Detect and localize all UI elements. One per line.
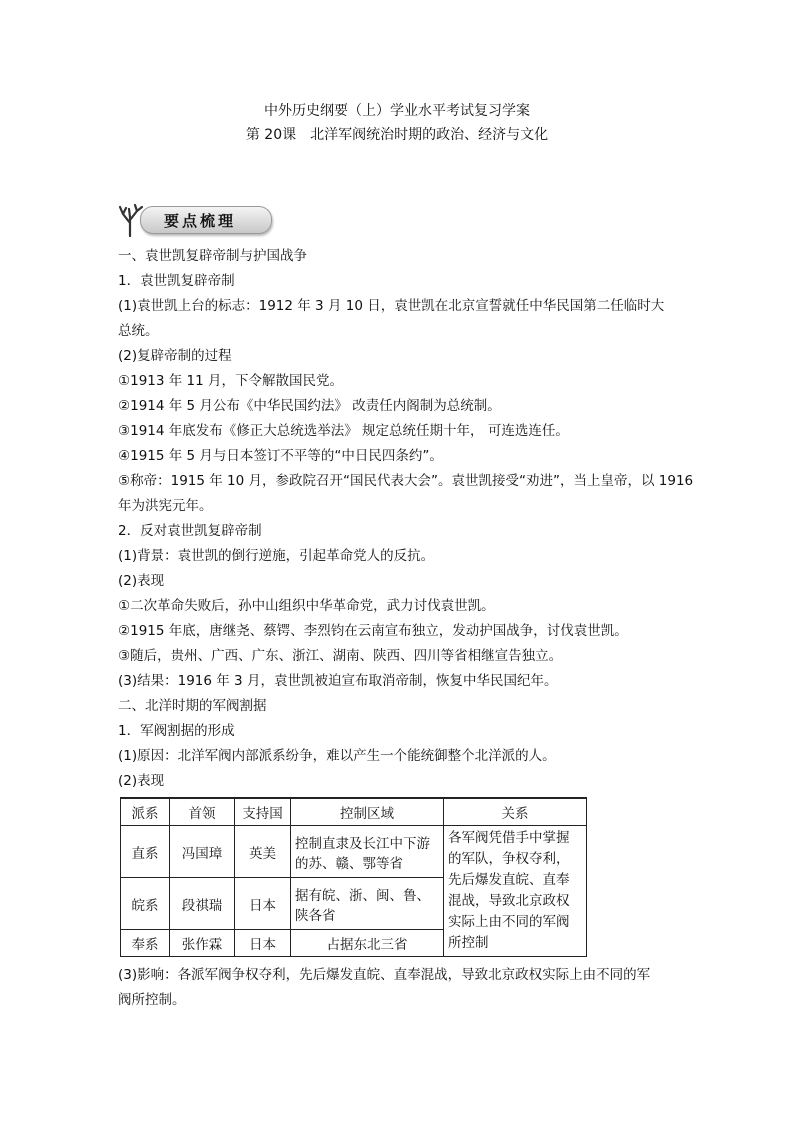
table-cell: 英美 [235, 826, 291, 878]
document-title: 中外历史纲要（上）学业水平考试复习学案 [264, 103, 530, 119]
table-cell: 段祺瑞 [170, 878, 235, 930]
table-header: 控制区域 [291, 798, 444, 826]
table-row [121, 826, 587, 878]
table-cell: 直系 [121, 826, 170, 878]
table-header: 首领 [170, 798, 235, 826]
subsection-heading: 2．反对袁世凯复辟帝制 [118, 523, 262, 539]
table-cell: 张作霖 [170, 930, 235, 957]
paragraph-line: (2)复辟帝制的过程 [118, 348, 232, 364]
table-cell: 据有皖、浙、闽、鲁、陕各省 [291, 878, 444, 930]
table-header: 派系 [121, 798, 170, 826]
table-cell: 冯国璋 [170, 826, 235, 878]
warlord-table [120, 797, 587, 957]
banner-label: 要点梳理 [164, 212, 237, 230]
table-header: 关系 [444, 798, 587, 826]
list-item: ④1915 年 5 月与日本签订不平等的“中日民四条约”。 [118, 448, 443, 464]
paragraph-line: (1)背景：袁世凯的倒行逆施，引起革命党人的反抗。 [118, 548, 435, 564]
subsection-heading: 1．袁世凯复辟帝制 [118, 273, 235, 289]
section-banner [116, 203, 274, 237]
paragraph-line: 总统。 [118, 323, 159, 339]
paragraph-line: (3)结果：1916 年 3 月，袁世凯被迫宣布取消帝制，恢复中华民国纪年。 [118, 673, 558, 689]
paragraph-line: (2)表现 [118, 773, 165, 789]
list-item: ①二次革命失败后，孙中山组织中华革命党，武力讨伐袁世凯。 [118, 598, 495, 614]
paragraph-line: (1)原因：北洋军阀内部派系纷争，难以产生一个能统御整个北洋派的人。 [118, 748, 556, 764]
section-heading: 一、袁世凯复辟帝制与护国战争 [118, 248, 307, 264]
list-item: ②1915 年底，唐继尧、蔡锷、李烈钧在云南宣布独立，发动护国战争，讨伐袁世凯。 [118, 623, 628, 639]
list-item: ③1914 年底发布《修正大总统选举法》 规定总统任期十年， 可连选连任。 [118, 423, 569, 439]
table-cell: 日本 [235, 930, 291, 957]
paragraph-line: (2)表现 [118, 573, 165, 589]
paragraph-line: (1)袁世凯上台的标志：1912 年 3 月 10 日，袁世凯在北京宣誓就任中华民国第二任临时大 [118, 298, 665, 314]
relation-cell: 各军阀凭借手中掌握的军队，争权夺利，先后爆发直皖、直奉混战，导致北京政权实际上由不同的军阀所控制 [444, 826, 587, 957]
table-cell: 日本 [235, 878, 291, 930]
table-cell: 控制直隶及长江中下游的苏、赣、鄂等省 [291, 826, 444, 878]
list-item: ②1914 年 5 月公布《中华民国约法》 改责任内阁制为总统制。 [118, 398, 501, 414]
table-cell: 皖系 [121, 878, 170, 930]
lesson-title: 第 20课 北洋军阀统治时期的政治、经济与文化 [245, 127, 549, 143]
paragraph-line: 阀所控制。 [118, 992, 186, 1008]
paragraph-line: (3)影响：各派军阀争权夺利，先后爆发直皖、直奉混战，导致北京政权实际上由不同的军 [118, 967, 651, 983]
list-item: ③随后，贵州、广西、广东、浙江、湖南、陕西、四川等省相继宣告独立。 [118, 648, 563, 664]
table-cell: 奉系 [121, 930, 170, 957]
list-item: ⑤称帝：1915 年 10 月，参政院召开“国民代表大会”。袁世凯接受“劝进”，当上皇帝，以 1916 [118, 473, 694, 489]
section-heading: 二、北洋时期的军阀割据 [118, 698, 267, 714]
table-cell: 占据东北三省 [291, 930, 444, 957]
subsection-heading: 1．军阀割据的形成 [118, 723, 235, 739]
list-item: 年为洪宪元年。 [118, 498, 213, 514]
table-header-row [121, 798, 587, 826]
list-item: ①1913 年 11 月，下令解散国民党。 [118, 373, 344, 389]
table-header: 支持国 [235, 798, 291, 826]
